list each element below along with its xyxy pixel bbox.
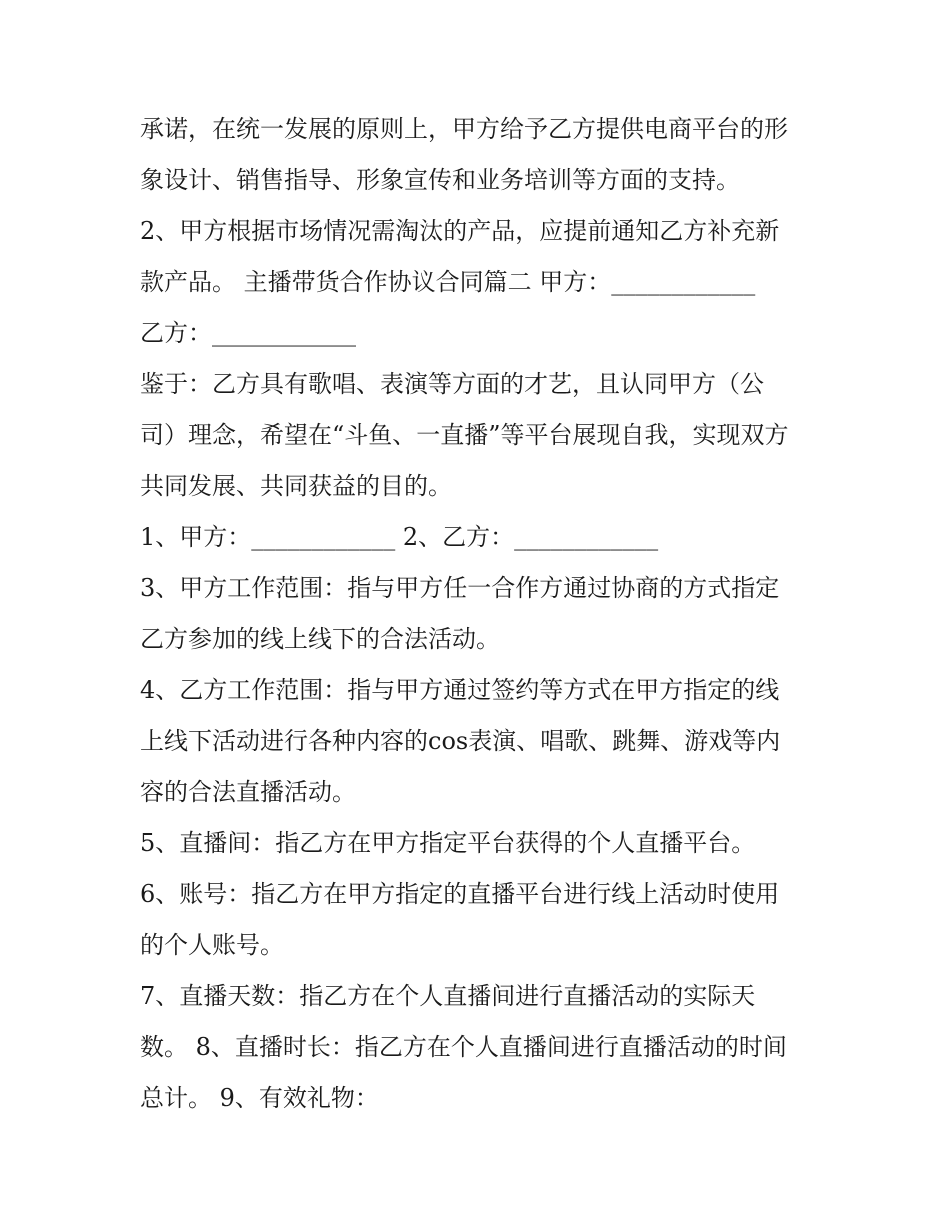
text-line-15: 5、直播间：指乙方在甲方指定平台获得的个人直播平台。 [140,829,756,857]
text-line-5: 乙方：____________ [140,319,356,347]
text-line-7: 司）理念，希望在“斗鱼、一直播”等平台展现自我，实现双方 [140,421,789,449]
text-line-1: 承诺，在统一发展的原则上，甲方给予乙方提供电商平台的形 [140,115,788,143]
document-body [140,104,820,1124]
text-line-19: 数。 8、直播时长：指乙方在个人直播间进行直播活动的时间 [140,1033,787,1061]
text-line-4: 款产品。 主播带货合作协议合同篇二 甲方：____________ [140,268,756,296]
text-line-3: 2、甲方根据市场情况需淘汰的产品，应提前通知乙方补充新 [140,217,780,245]
text-line-6: 鉴于：乙方具有歌唱、表演等方面的才艺，且认同甲方（公 [140,370,764,398]
text-line-18: 7、直播天数：指乙方在个人直播间进行直播活动的实际天 [140,982,756,1010]
text-line-20: 总计。 9、有效礼物： [140,1084,379,1112]
text-line-12: 4、乙方工作范围：指与甲方通过签约等方式在甲方指定的线 [140,676,780,704]
text-line-14: 容的合法直播活动。 [140,778,356,806]
text-line-8: 共同发展、共同获益的目的。 [140,472,452,500]
text-line-2: 象设计、销售指导、形象宣传和业务培训等方面的支持。 [140,166,740,194]
text-line-13: 上线下活动进行各种内容的cos表演、唱歌、跳舞、游戏等内 [140,727,781,755]
text-line-9: 1、甲方：____________ 2、乙方：____________ [140,523,659,551]
text-line-11: 乙方参加的线上线下的合法活动。 [140,625,500,653]
text-line-17: 的个人账号。 [140,931,284,959]
text-line-16: 6、账号：指乙方在甲方指定的直播平台进行线上活动时使用 [140,880,780,908]
text-line-10: 3、甲方工作范围：指与甲方任一合作方通过协商的方式指定 [140,574,780,602]
